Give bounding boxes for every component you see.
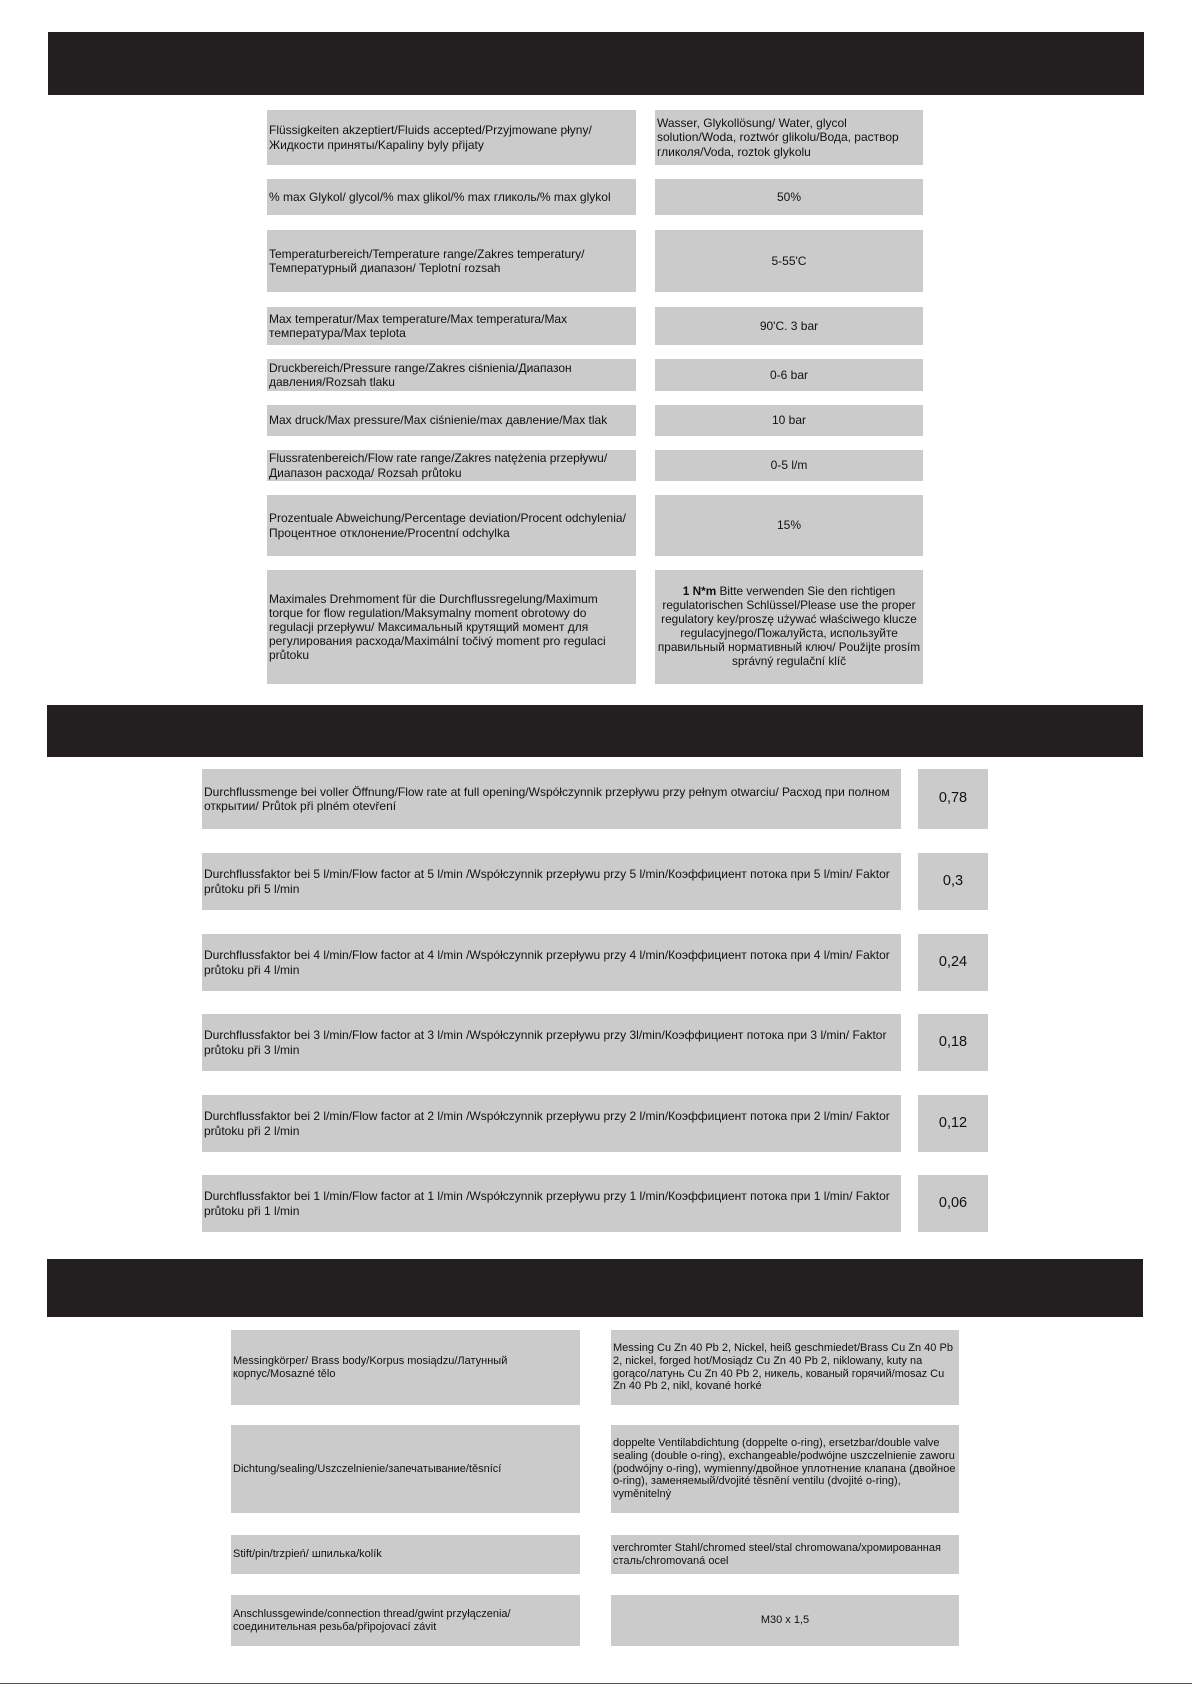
spec-label-flow-rate-range: Flussratenbereich/Flow rate range/Zakres natężenia przepływu/Диапазон расхода/ Rozsah průtoku bbox=[267, 450, 636, 481]
flow-label-4-lmin: Durchflussfaktor bei 4 l/min/Flow factor at 4 l/min /Współczynnik przepływu przy 4 l/min/Коэффициент потока при 4 l/min/ Faktor průtoku při 4 l/min bbox=[202, 934, 901, 991]
section-3-header-bar bbox=[47, 1259, 1143, 1317]
spec-label-max-torque: Maximales Drehmoment für die Durchflussregelung/Maximum torque for flow regulation/Maksymalny moment obrotowy do regulacji przepływu/ Максимальный крутящий момент для регулирования расхода/Maximální točivý moment pro regulaci průtoku bbox=[267, 570, 636, 684]
spec-value-max-torque bbox=[655, 570, 923, 684]
spec-value-deviation: 15% bbox=[655, 495, 923, 556]
material-value-thread: M30 x 1,5 bbox=[611, 1595, 959, 1646]
material-label-sealing: Dichtung/sealing/Uszczelnienie/запечатывание/těsnící bbox=[231, 1425, 580, 1513]
spec-value-max-torque-text bbox=[657, 585, 921, 668]
flow-label-full-opening: Durchflussmenge bei voller Öffnung/Flow rate at full opening/Współczynnik przepływu przy pełnym otwarciu/ Расход при полном открытии/ Průtok při plném otevření bbox=[202, 769, 901, 829]
spec-label-deviation: Prozentuale Abweichung/Percentage deviation/Procent odchylenia/ Процентное отклонение/Procentní odchylka bbox=[267, 495, 636, 556]
flow-value-4-lmin: 0,24 bbox=[918, 934, 988, 991]
torque-value: 1 N*m bbox=[682, 584, 717, 599]
material-value-pin: verchromter Stahl/chromed steel/stal chromowana/хромированная сталь/chromovaná ocel bbox=[611, 1535, 959, 1574]
flow-label-2-lmin: Durchflussfaktor bei 2 l/min/Flow factor at 2 l/min /Współczynnik przepływu przy 2 l/min/Коэффициент потока при 2 l/min/ Faktor průtoku při 2 l/min bbox=[202, 1095, 901, 1152]
spec-label-pressure-range: Druckbereich/Pressure range/Zakres ciśnienia/Диапазон давления/Rozsah tlaku bbox=[267, 359, 636, 391]
flow-label-3-lmin: Durchflussfaktor bei 3 l/min/Flow factor at 3 l/min /Współczynnik przepływu przy 3l/min/Коэффициент потока при 3 l/min/ Faktor průtoku při 3 l/min bbox=[202, 1014, 901, 1071]
spec-value-fluids: Wasser, Glykollösung/ Water, glycol solution/Woda, roztwór glikolu/Вода, раствор гликоля/Voda, roztok glykolu bbox=[655, 110, 923, 165]
spec-value-flow-rate-range: 0-5 l/m bbox=[655, 450, 923, 481]
flow-value-full-opening: 0,78 bbox=[918, 769, 988, 829]
spec-value-max-pressure: 10 bar bbox=[655, 405, 923, 436]
flow-label-5-lmin: Durchflussfaktor bei 5 l/min/Flow factor at 5 l/min /Współczynnik przepływu przy 5 l/min/Коэффициент потока при 5 l/min/ Faktor průtoku při 5 l/min bbox=[202, 853, 901, 910]
spec-label-max-temperature: Max temperatur/Max temperature/Max temperatura/Max температура/Max teplota bbox=[267, 307, 636, 345]
material-label-pin: Stift/pin/trzpień/ шпилька/kolík bbox=[231, 1535, 580, 1574]
flow-value-5-lmin: 0,3 bbox=[918, 853, 988, 910]
section-2-header-bar bbox=[47, 705, 1143, 757]
torque-note: Bitte verwenden Sie den richtigen regulatorischen Schlüssel/Please use the proper regulatory key/proszę używać właściwego klucze regulacyjnego/Пожалуйста, используйте правильный нормативный ключ/ Použijte prosím správný regulační klíč bbox=[657, 584, 921, 668]
flow-label-1-lmin: Durchflussfaktor bei 1 l/min/Flow factor at 1 l/min /Współczynnik przepływu przy 1 l/min/Коэффициент потока при 1 l/min/ Faktor průtoku při 1 l/min bbox=[202, 1175, 901, 1232]
spec-label-fluids: Flüssigkeiten akzeptiert/Fluids accepted/Przyjmowane płyny/Жидкости приняты/Kapaliny byly přijaty bbox=[267, 110, 636, 165]
spec-label-glycol: % max Glykol/ glycol/% max glikol/% max гликоль/% max glykol bbox=[267, 179, 636, 215]
spec-value-temperature-range: 5-55'C bbox=[655, 230, 923, 292]
spec-label-temperature-range: Temperaturbereich/Temperature range/Zakres temperatury/ Температурный диапазон/ Teplotní rozsah bbox=[267, 230, 636, 292]
material-label-thread: Anschlussgewinde/connection thread/gwint przyłączenia/соединительная резьба/připojovací závit bbox=[231, 1595, 580, 1646]
material-value-body: Messing Cu Zn 40 Pb 2, Nickel, heiß geschmiedet/Brass Cu Zn 40 Pb 2, nickel, forged hot/Mosiądz Cu Zn 40 Pb 2, niklowany, kuty na gorąco/латунь Cu Zn 40 Pb 2, никель, кованый горячий/mosaz Cu Zn 40 Pb 2, nikl, kované horké bbox=[611, 1330, 959, 1405]
flow-value-1-lmin: 0,06 bbox=[918, 1175, 988, 1232]
page-bottom-rule bbox=[0, 1683, 1192, 1684]
spec-value-glycol: 50% bbox=[655, 179, 923, 215]
section-1-header-bar bbox=[48, 32, 1144, 95]
flow-value-3-lmin: 0,18 bbox=[918, 1014, 988, 1071]
spec-value-max-temperature: 90'C. 3 bar bbox=[655, 307, 923, 345]
material-label-body: Messingkörper/ Brass body/Korpus mosiądzu/Латунный корпус/Mosazné tělo bbox=[231, 1330, 580, 1405]
spec-value-pressure-range: 0-6 bar bbox=[655, 359, 923, 391]
spec-label-max-pressure: Max druck/Max pressure/Max ciśnienie/max давление/Max tlak bbox=[267, 405, 636, 436]
flow-value-2-lmin: 0,12 bbox=[918, 1095, 988, 1152]
material-value-sealing: doppelte Ventilabdichtung (doppelte o-ring), ersetzbar/double valve sealing (double o-ring), exchangeable/podwójne uszczelnienie zaworu (podwójny o-ring), wymienny/двойное уплотнение клапана (двойное o-ring), заменяемый/dvojité těsnění ventilu (dvojité o-ring), vyměnitelný bbox=[611, 1425, 959, 1513]
